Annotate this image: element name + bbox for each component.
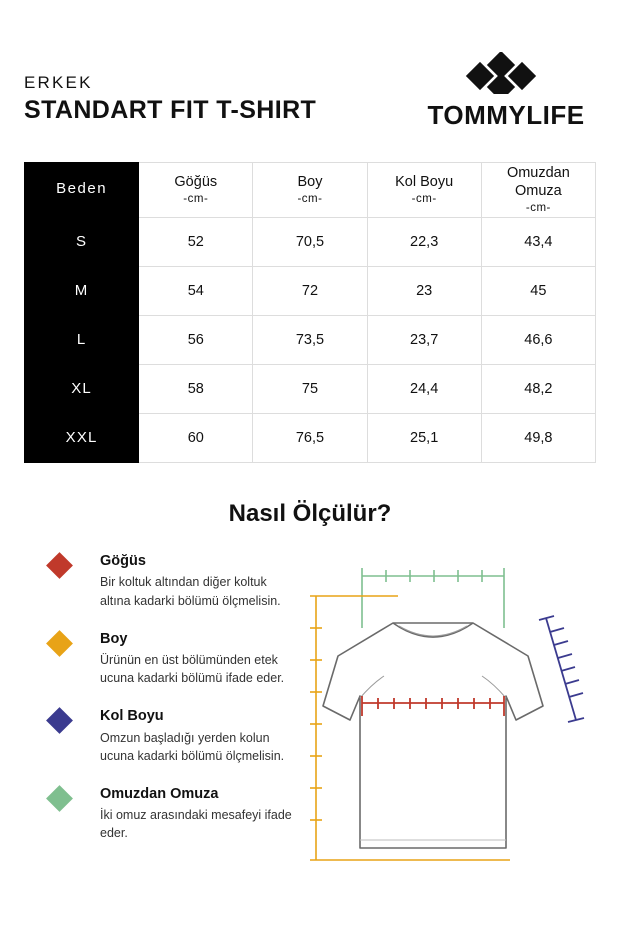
column-header-boy [253, 163, 367, 218]
cell-gogus: 60 [139, 413, 253, 462]
diamond-marker-icon [46, 552, 73, 579]
table-row [25, 364, 596, 413]
cell-omuz: 43,4 [481, 217, 595, 266]
column-header-label: Göğüs [174, 174, 218, 191]
legend-description: Ürünün en üst bölümünden etek ucuna kadarki bölümü ifade eder. [100, 653, 285, 686]
cell-omuz: 46,6 [481, 315, 595, 364]
cell-boy: 73,5 [253, 315, 367, 364]
cell-boy: 70,5 [253, 217, 367, 266]
table-header-row [25, 163, 596, 218]
legend-heading: Kol Boyu [100, 708, 164, 725]
legend-heading: Göğüs [100, 553, 146, 569]
column-header-unit: -cm- [183, 193, 209, 206]
cell-kol: 24,4 [367, 364, 481, 413]
tshirt-outline-icon [323, 623, 543, 848]
legend-heading: Boy [100, 630, 128, 647]
legend-item-gogus [44, 553, 294, 610]
legend-description: Omzun başladığı yerden kolun ucuna kadarki bölümü ölçmelisin. [100, 730, 285, 763]
brand-logo [416, 52, 596, 128]
product-category: ERKEK [24, 73, 93, 92]
column-header-gogus [139, 163, 253, 218]
legend-description: İki omuz arasındaki mesafeyi ifade eder. [100, 808, 292, 841]
tshirt-measurement-diagram [298, 548, 598, 898]
column-header-unit: -cm- [411, 193, 437, 206]
table-row [25, 266, 596, 315]
cell-kol: 23 [367, 266, 481, 315]
cell-omuz: 48,2 [481, 364, 595, 413]
cell-boy: 76,5 [253, 413, 367, 462]
legend-item-omuzdan-omuza [44, 786, 294, 843]
cell-size: L [25, 315, 139, 364]
four-diamonds-logo-icon [451, 52, 561, 94]
legend-heading: Omuzdan Omuza [100, 785, 219, 802]
page-title: STANDART FIT T-SHIRT [24, 96, 317, 124]
column-header-unit: -cm- [297, 193, 323, 206]
measurement-legend [44, 553, 294, 843]
cell-size: XXL [25, 413, 139, 462]
diamond-marker-icon [46, 630, 73, 657]
cell-size: S [25, 217, 139, 266]
column-header-label: Omuzdan Omuza [506, 165, 570, 200]
diamond-marker-icon [46, 707, 73, 734]
brand-name: TOMMYLIFE [427, 100, 585, 130]
table-row [25, 217, 596, 266]
cell-omuz: 49,8 [481, 413, 595, 462]
cell-gogus: 56 [139, 315, 253, 364]
page-header [24, 52, 596, 142]
cell-kol: 25,1 [367, 413, 481, 462]
cell-boy: 72 [253, 266, 367, 315]
cell-gogus: 54 [139, 266, 253, 315]
cell-size: M [25, 266, 139, 315]
legend-description: Bir koltuk altından diğer koltuk altına kadarki bölümü ölçmelisin. [100, 575, 281, 608]
cell-boy: 75 [253, 364, 367, 413]
how-to-measure-title: Nasıl Ölçülür? [228, 500, 392, 527]
size-chart-table [24, 162, 596, 463]
cell-size: XL [25, 364, 139, 413]
header-title-group [24, 74, 316, 125]
column-header-label: Kol Boyu [395, 174, 454, 191]
cell-gogus: 52 [139, 217, 253, 266]
legend-item-boy [44, 631, 294, 688]
column-header-label: Boy [297, 174, 323, 191]
cell-omuz: 45 [481, 266, 595, 315]
shoulder-measure-guide [362, 568, 504, 628]
table-row [25, 413, 596, 462]
table-row [25, 315, 596, 364]
cell-gogus: 58 [139, 364, 253, 413]
column-header-omuzdan-omuza [481, 163, 595, 218]
diamond-marker-icon [46, 785, 73, 812]
column-header-unit: -cm- [525, 202, 551, 215]
tshirt-diagram-svg [298, 548, 598, 898]
table-body [25, 217, 596, 462]
column-header-label: Beden [56, 180, 108, 198]
column-header-beden [25, 163, 139, 218]
cell-kol: 22,3 [367, 217, 481, 266]
sleeve-measure-guide [539, 616, 584, 722]
cell-kol: 23,7 [367, 315, 481, 364]
column-header-kol-boyu [367, 163, 481, 218]
legend-item-kol-boyu [44, 708, 294, 765]
table-header [25, 163, 596, 218]
